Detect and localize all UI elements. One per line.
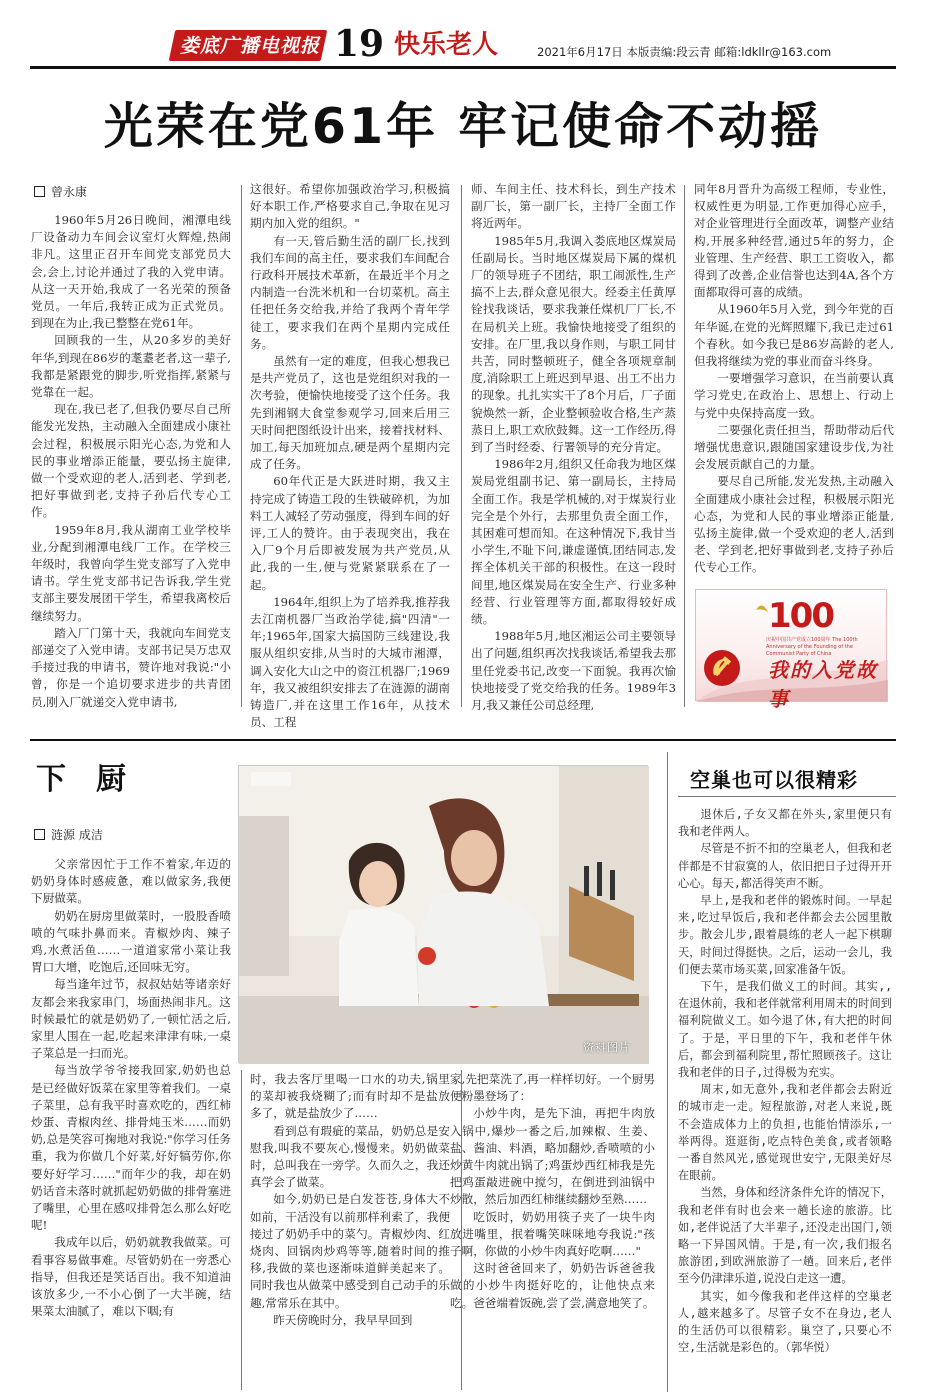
article1-byline [34,183,87,200]
paragraph: 尽管是不折不扣的空巢老人，但我和老伴都是不甘寂寞的人，依旧把日子过得开开心心。每天,都活得笑声不断。 [678,842,892,890]
paragraph: 师、车间主任、技术科长，到生产技术副厂长，第一副厂长，主持厂全面工作将近两年。 [471,182,676,231]
paragraph: 踏入厂门第十天，我就向车间党支部递交了入党申请。支部书记吴万忠双手接过我的申请书，赞许地对我说:"小曾，你是一个追切要求进步的共青团员,刚入厂就递交入党申请书, [31,625,231,709]
badge-subtitle: 庆祝中国共产党成立100周年 The 100th Anniversary of the Founding of the Communist Party of China [766,637,858,657]
paragraph: 1986年2月,组织又任命我为地区煤炭局党组副书记、第一副局长，主持局全面工作。我是学机械的,对于煤炭行业完全是个外行，去那里负责全面工作，其困难可想而知。在这种情况下,我甘当小学生,不耻下问,谦虚谨慎,团结同志,发挥全体机关干部的积极性。在这一段时间里,地区煤炭局在安全生产、行业多种经营、行业管理等方面,都取得较好成绩。 [471,457,676,627]
paragraph: 要尽自己所能,发光发热,主动融入全面建成小康社会过程，积极展示阳光心态，为党和人民的事业增添正能量,弘扬主旋律,做一个受欢迎的老人,活到老、学到老,把好事做到老,支持子孙后代专心工作。 [694,474,894,575]
column-divider [241,1070,242,1390]
article1-column-1 [31,212,231,708]
paragraph: 回顾我的一生，从20多岁的美好年华,到现在86岁的耄耋老者,这一辈子,我都是紧跟党的脚步,听党指挥,紧紧与党靠在一起。 [31,333,231,400]
paragraph: 1964年,组织上为了培养我,推荐我去江南机器厂当政治学徒,搞"四清"一年;1965年,国家大搞国防三线建设,我服从组织安排,从当时的大城市湘潭，调入安化大山之中的资江机器厂;1969年，我又被组织安排去了在涟源的湖南铸造厂,并在这里工作16年，从技术员、工程 [250,594,450,730]
byline-box-icon [34,829,45,840]
article1-author: 曾永康 [51,185,88,199]
badge-number: 100 [768,596,833,636]
paragraph: 虽然有一定的难度，但我心想我已是共产党员了，这也是党组织对我的一次考验，便愉快地接受了这个任务。我先到湘钢大食堂参观学习,回来后用三天时间把图纸设计出来，接着找材料、加工,每天加班加点,硬是两个星期内完成了任务。 [250,354,450,472]
paragraph: 1959年8月,我从湖南工业学校毕业,分配到湘潭电线厂工作。在学校三年级时，我曾向学生党支部写了入党申请书。学生党支部书记告诉我,学生党支部主要发展团干学生，希望我离校后继续努力。 [31,522,231,623]
column-divider [241,185,242,707]
byline-box-icon [34,186,45,197]
column-divider [684,185,685,707]
paragraph: 每当逢年过节，叔叔姑姑等诸亲好友都会来我家串门，场面热闹非凡。这时候最忙的就是奶奶了,一顿忙活之后,家里人围在一起,吃起来津津有味,一桌子菜总是一扫而光。 [31,977,231,1061]
paragraph: 从1960年5月入党，到今年党的百年华诞,在党的光辉照耀下,我已走过61个春秋。如今我已是86岁高龄的老人,但我将继续为党的事业而奋斗终身。 [694,302,894,369]
paragraph: 每当放学爷爷接我回家,奶奶也总是已经做好饭菜在家里等着我们。一桌子菜里，总有我平时喜欢吃的，西红柿炒蛋、青椒肉丝、排骨炖玉米……而奶奶,总是笑容可掬地对我说:"你学习任务重，我为你做几个好菜,好好犒劳你,你要好好学习……"而年少的我，却在奶奶话音未落时就抓起奶奶做的排骨塞进了嘴里，心里在感叹排骨怎么那么好吃呢! [31,1063,231,1233]
paragraph: 如今,奶奶已是白发苍苍,身体大不如前，干活没有以前那样利索了，我便接过了奶奶手中的菜勺。青椒炒肉、红烧肉、回锅肉炒鸡等等,随着时间的推移,我做的菜也逐渐味道鲜美起来了。同时我也从做菜中感受到自己动手的乐趣,常常乐在其中。 [250,1192,450,1310]
article3-title-rule [678,796,896,797]
paragraph: 一要增强学习意识，在当前要认真学习党史,在政治上、思想上、行动上与党中央保持高度一致。 [694,371,894,420]
article2-column-2 [250,1071,450,1393]
article2-column-1 [31,856,231,1393]
column-divider [461,185,462,707]
article1-column-3 [471,181,676,713]
article3-body [678,806,892,1394]
article1-column-2 [250,181,450,730]
article1-headline: 光荣在党61年 牢记使命不动摇 [103,98,823,155]
paragraph: 当然，身体和经济条件允许的情况下，我和老伴有时也会来一趟长途的旅游。比如,老伴说活了大半辈子,还没走出国门,领略一下异国风情。于是,有一次,我们报名旅游团,到欧洲旅游了一趟。回来后,老伴至今仍津津乐道,说没白走这一遭。 [678,1186,892,1286]
paragraph: 家,先把菜洗了,再一样样切好。一个厨男便粉墨登场了： [450,1072,655,1104]
paragraph: 吃饭时，奶奶用筷子夹了一块牛肉放进嘴里，抿着嘴笑咪咪地夸我说:"孩子啊，你做的小炒牛肉真好吃啊……" [450,1209,655,1259]
article3-headline: 空巢也可以很精彩 [690,768,858,792]
paragraph: 下午，是我们做义工的时间。其实,,在退休前，我和老伴就常利用周末的时间到福利院做义工。如今退了休,有大把的时间了。于是，平日里的下午，我和老伴午休后，都会到福利院里,帮忙照顾孩子。这让我和老伴的日子,过得极为充实。 [678,980,892,1080]
paper-name: 娄底广播电视报 [180,35,321,57]
article2-column-3 [450,1071,655,1393]
paragraph: 现在,我已老了,但我仍要尽自己所能发光发热，主动融入全面建成小康社会过程，积极展示阳光心态,为党和人民的事业增添正能量，要弘扬主旋律,做一个受欢迎的老人,活到老、学到老,把好事做到老,支持子孙后代专心工作。 [31,402,231,520]
masthead-rule [30,66,896,69]
paragraph: 这很好。希望你加强政治学习,积极搞好本职工作,严格要求自己,争取在见习期内加入党的组织。" [250,182,450,231]
paragraph: 昨天傍晚时分，我早早回到 [273,1312,413,1327]
photo-caption: 资料图片 [583,1041,631,1054]
kitchen-photo-illustration [239,766,649,1064]
hammer-sickle-icon [704,650,740,686]
column-divider [667,752,668,1392]
section-name: 快乐老人 [394,30,499,60]
paragraph: 其实，如今像我和老伴这样的空巢老人,越来越多了。尽管子女不在身边,老人的生活仍可以很精彩。巢空了,只要心不空,生活就是彩色的。（郭华悦） [678,1289,892,1355]
paragraph: 早上,是我和老伴的锻炼时间。一早起来,吃过早饭后,我和老伴都会去公园里散步。散会儿步,跟着晨练的老人一起下棋聊天，时间过得挺快。之后，运动一会儿，我们便去菜市场买菜,回家准备午饭。 [678,894,892,976]
party-100-badge [695,589,887,711]
paragraph: 1960年5月26日晚间，湘潭电线厂设备动力车间会议室灯火辉煌,热闹非凡。这里正召开车间党支部党员大会,会上,讨论并通过了我的入党申请。从这一天开始,我成了一名光荣的预备党员。一年后,我转正成为正式党员。到现在为止,我已整整在党61年。 [31,213,231,331]
article2-byline [34,826,103,843]
paragraph: 奶奶在厨房里做菜时，一股股香喷喷的气味扑鼻而来。青椒炒肉、辣子鸡,水煮活鱼……一道道家常小菜让我胃口大增，吃饱后,还回味无穷。 [31,908,231,975]
article2-author: 涟源 成洁 [51,828,103,842]
paragraph: 同年8月晋升为高级工程师，专业性，权威性更为明显,工作更加得心应手，对企业管理进行全面改革，调整产业结构,开展多种经营,通过5年的努力，企业管理、生产经营、职工工资收入，都得到了改善,企业信誉也达到4A,各个方面都取得可喜的成绩。 [694,182,894,300]
badge-title: 我的入党故事 [768,658,878,711]
paragraph: 退休后,子女又都在外头,家里便只有我和老伴两人。 [678,808,892,839]
paragraph: 我成年以后，奶奶就教我做菜。可看事容易做事难。尽管奶奶在一旁悉心指导，但我还是笑话百出。我不知道油该放多少,一不小心倒了一大半碗，结果菜太油腻了，难以下咽;有 [31,1235,231,1319]
paragraph: 周末,如无意外,我和老伴都会去附近的城市走一走。短程旅游,对老人来说,既不会造成体力上的负担,也能怡情添乐,一举两得。逛逛街,吃点特色美食,或者领略一番自然风光,感觉现世安宁,无限美好尽在眼前。 [678,1083,892,1183]
paragraph: 二要强化责任担当，帮助带动后代增强忧患意识,跟随国家建设步伐,为社会发展贡献自己的力量。 [694,422,894,472]
paragraph: 时，我去客厅里喝一口水的功夫,锅里的菜却被我烧糊了;而有时却不是盐放多了，就是盐放少了…… [250,1072,450,1121]
article2-headline: 下厨 [36,762,156,797]
paragraph: 1985年5月,我调入娄底地区煤炭局任副局长。当时地区煤炭局下属的煤机厂的领导班子不团结，职工闹派性,生产搞不上去,群众意见很大。经委主任黄厚铨找我谈话，要求我兼任煤机厂厂长,不在局机关上班。我愉快地接受了组织的安排。在厂里,我以身作则，与职工同甘共苦，同时整顿班子，健全各项规章制度,消除职工上班迟到早退、出工不出力的现象。扎扎实实干了8个月后，厂子面貌焕然一新，企业整顿验收合格,生产蒸蒸日上,职工欢欣鼓舞。这一工作经历,得到了当时经委、行署领导的充分肯定。 [471,233,676,455]
paragraph: 父亲常因忙于工作不着家,年迈的奶奶身体时感疲惫，难以做家务,我便下厨做菜。 [31,857,231,906]
paragraph: 1988年5月,地区湘运公司主要领导出了问题,组织再次找我谈话,希望我去那里任党委书记,改变一下面貌。我再次愉快地接受了党交给我的任务。1989年3月,我又兼任公司总经理, [471,629,676,713]
paragraph: 这时爸爸回来了，奶奶告诉爸爸我做的小炒牛肉挺好吃的，让他快点来吃。爸爸端着饭碗,尝了尝,满意地笑了。 [450,1261,655,1310]
paragraph: 有一天,管后勤生活的副厂长,找到我们车间的高主任，要求我们车间配合行政科开展技术革新，在最近半个月之内制造一台洗米机和一台切菜机。高主任把任务交给我,并给了我两个青年学徒工，要求我们在两个星期内完成任务。 [250,233,450,351]
kitchen-photo [238,765,648,1063]
date-editor-info: 2021年6月17日 本版责编:段云青 邮箱:ldkllr@163.com [537,45,832,59]
paragraph: 小炒牛肉，是先下油，再把牛肉放入锅中,爆炒一番之后,加辣椒、生姜、盐、酱油、料酒，略加翻炒,香喷喷的小炒黄牛肉就出锅了;鸡蛋炒西红柿我是先把鸡蛋敲进碗中搅匀，在倒进到油锅中炒散，然后加西红柿继续翻炒至熟…… [450,1106,655,1207]
paragraph: 看到总有瑕疵的菜品，奶奶总是安慰我,叫我不要灰心,慢慢来。奶奶做菜时，总叫我在一旁学。久而久之，我还真学会了做菜。 [250,1123,450,1190]
paragraph: 60年代正是大跃进时期，我又主持完成了铸造工段的生铁破碎机，为加料工人减轻了劳动强度，得到车间的好评,工人的赞许。由于表现突出，我在入厂9个月后即被发展为共产党员,从此,我的一生,便与党紧紧联系在了一起。 [250,474,450,592]
article1-column-4 [694,181,894,579]
section-divider [30,739,896,741]
page-number: 19 [334,23,385,65]
